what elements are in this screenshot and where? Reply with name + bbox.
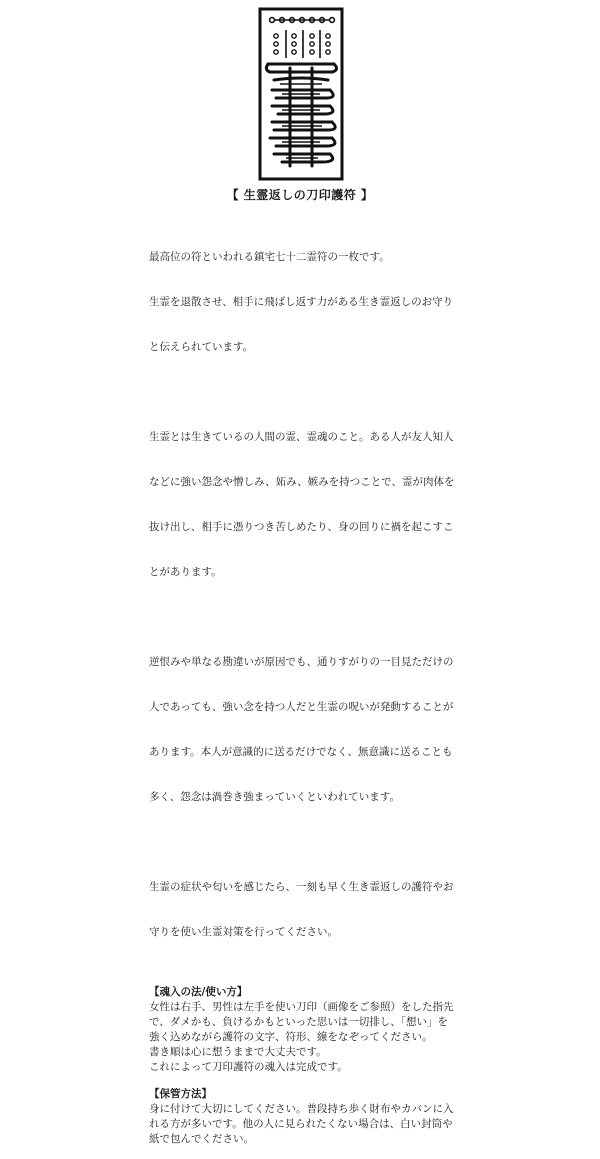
ikiryo-definition-paragraph: [149, 400, 459, 610]
text-line: れる方が多いです。他の人に見られたくない場合は、白い封筒や: [149, 1118, 453, 1130]
intro-paragraph: [149, 220, 459, 385]
storage-section: [149, 1087, 459, 1147]
text-line: 女性は右手、男性は左手を使い刀印（画像をご参照）をした指先: [149, 1001, 454, 1013]
text-line: 人であっても、強い念を持つ人だと生霊の呪いが発動することが: [149, 701, 454, 713]
text-line: 生霊の症状や匂いを感じたら、一刻も早く生き霊返しの護符やお: [149, 881, 454, 893]
storage-heading: 【保管方法】: [149, 1088, 212, 1100]
text-line: 守りを使い生霊対策を行ってください。: [149, 926, 338, 938]
text-line: と伝えられています。: [149, 341, 254, 353]
text-line: 多く、怨念は渦巻き強まっていくといわれています。: [149, 791, 400, 803]
text-line: とがあります。: [149, 566, 222, 578]
text-line: 生霊とは生きているの人間の霊、霊魂のこと。ある人が友人知人: [149, 431, 454, 443]
usage-heading: 【魂入の法/使い方】: [149, 986, 248, 998]
text-line: 書き順は心に想うままで大丈夫です。: [149, 1046, 327, 1058]
text-line: で、ダメかも、負けるかもといった思いは一切排し、「想い」を: [149, 1016, 449, 1028]
ofuda-talisman-icon: [256, 6, 346, 182]
usage-section: [149, 985, 459, 1075]
page-title: 【 生霊返しの刀印護符 】: [226, 188, 374, 202]
text-line: 抜け出し、相手に憑りつき苦しめたり、身の回りに禍を起こすこ: [149, 521, 454, 533]
text-line: 強く込めながら護符の文字、符形、線をなぞってください。: [149, 1031, 433, 1043]
text-line: 紙で包んでください。: [149, 1133, 254, 1145]
text-line: これによって刀印護符の魂入は完成です。: [149, 1061, 348, 1073]
cause-paragraph: [149, 625, 459, 835]
text-line: あります。本人が意識的に送るだけでなく、無意識に送ることも: [149, 746, 453, 758]
talisman-image: [256, 6, 346, 182]
text-line: 最高位の符といわれる鎮宅七十二霊符の一枚です。: [149, 251, 390, 263]
text-line: 身に付けて大切にしてください。普段持ち歩く財布やカバンに入: [149, 1103, 454, 1115]
text-line: 逆恨みや単なる勘違いが原因でも、通りすがりの一目見ただけの: [149, 656, 454, 668]
advice-paragraph: [149, 850, 459, 970]
text-line: などに強い怨念や憎しみ、妬み、嫉みを持つことで、霊が肉体を: [149, 476, 455, 488]
text-line: 生霊を退散させ、相手に飛ばし返す力がある生き霊返しのお守り: [149, 296, 454, 308]
description-body: [149, 220, 459, 1159]
